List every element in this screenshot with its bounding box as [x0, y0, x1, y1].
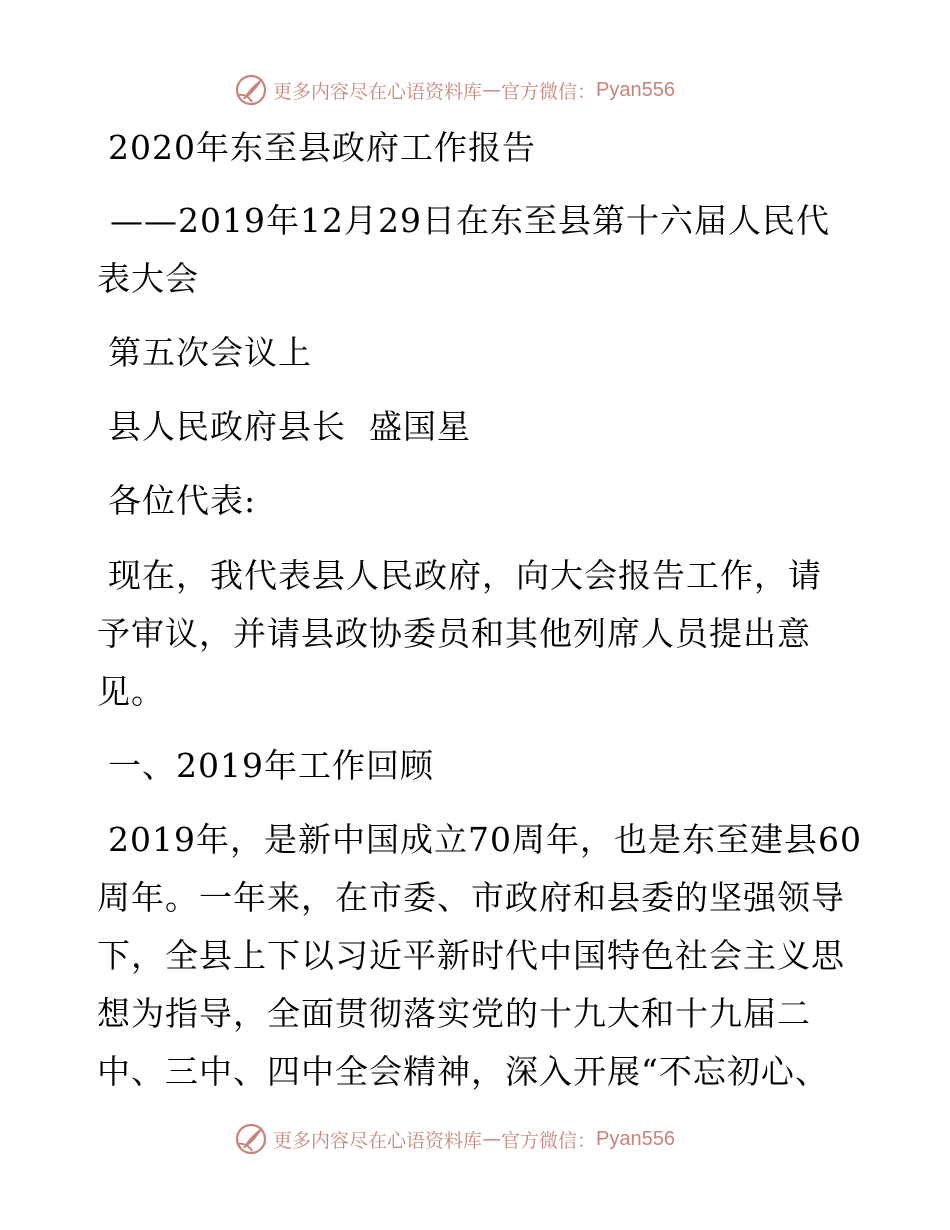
quill-logo-icon [234, 1122, 268, 1156]
section-heading: 一、2019年工作回顾 [108, 746, 434, 785]
body-line-5: 中、三中、四中全会精神，深入开展“不忘初心、 [97, 1052, 829, 1091]
body-line-3: 下，全县上下以习近平新时代中国特色社会主义思 [97, 936, 845, 975]
intro-line-3: 见。 [97, 672, 165, 711]
speaker-line: 县人民政府县长 盛国星 [108, 407, 471, 446]
body-line-2: 周年。一年来，在市委、市政府和县委的坚强领导 [97, 878, 845, 917]
subtitle-line-1: ——2019年12月29日在东至县第十六届人民代 [110, 201, 830, 240]
salutation: 各位代表: [108, 481, 257, 520]
watermark-separator: — [482, 79, 502, 101]
footer-watermark [234, 1121, 734, 1157]
watermark-contact-id: Pyan556 [596, 1127, 675, 1150]
body-line-1: 2019年，是新中国成立70周年，也是东至建县60 [108, 820, 862, 859]
watermark-contact-id: Pyan556 [596, 78, 675, 101]
document-title: 2020年东至县政府工作报告 [108, 128, 536, 167]
watermark-text: 更多内容尽在心语资料库 [273, 80, 483, 103]
watermark-contact-label: 官方微信： [501, 80, 597, 103]
body-line-4: 想为指导，全面贯彻落实党的十九大和十九届二 [97, 994, 811, 1033]
intro-line-2: 予审议，并请县政协委员和其他列席人员提出意 [97, 614, 811, 653]
watermark-text: 更多内容尽在心语资料库 [273, 1129, 483, 1152]
quill-logo-icon [234, 73, 268, 107]
watermark-separator: — [482, 1128, 502, 1150]
watermark-contact-label: 官方微信： [501, 1129, 597, 1152]
subtitle-line-2: 表大会 [97, 259, 199, 298]
header-watermark [234, 72, 734, 108]
intro-line-1: 现在，我代表县人民政府，向大会报告工作，请 [108, 556, 822, 595]
subtitle-line-3: 第五次会议上 [108, 333, 312, 372]
